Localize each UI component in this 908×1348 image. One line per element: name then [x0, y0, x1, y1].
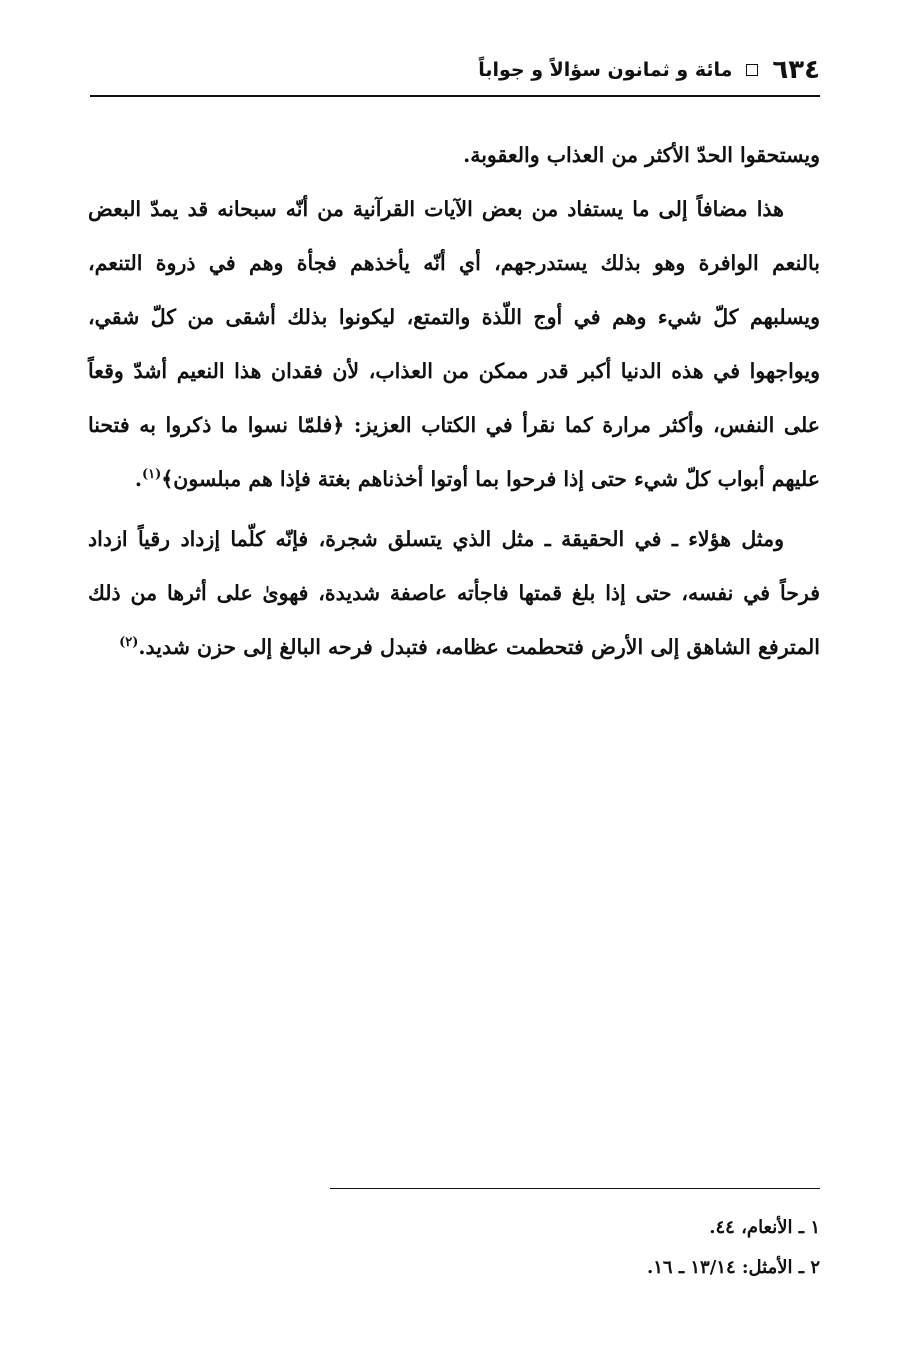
paragraph-2-text: هذا مضافاً إلى ما يستفاد من بعض الآيات القرآنية من أنّه سبحانه قد يمدّ البعض بالنعم الوافرة وهو بذلك يستدرجهم، أي أنّه يأخذهم فجأة وهم في ذروة التنعم، ويسلبهم كلّ شيء وهم في أوج اللّذة والتمتع، ليكونوا بذلك أشقى من كلّ شقي، ويواجهوا في هذه الدنيا أكبر قدر ممكن من العذاب، لأن فقدان هذا النعيم أشدّ وقعاً على النفس، وأكثر مرارة كما نقرأ في الكتاب العزيز: ﴿فلمّا نسوا ما ذكروا به فتحنا عليهم أبواب كلّ شيء حتى إذا فرحوا بما أوتوا أخذناهم بغتة فإذا هم مبلسون﴾: [88, 197, 820, 491]
footnote-ref-2: (٢): [119, 635, 139, 651]
page-number: ٦٣٤: [772, 55, 820, 85]
footnotes: [330, 1208, 820, 1288]
footnote-1: ١ ـ الأنعام، ٤٤.: [709, 1217, 820, 1238]
paragraph-1-text: ويستحقوا الحدّ الأكثر من العذاب والعقوبة.: [463, 143, 820, 167]
running-title: مائة و ثمانون سؤالاً و جواباً: [478, 59, 733, 81]
paragraph-3-text: ومثل هؤلاء ـ في الحقيقة ـ مثل الذي يتسلق شجرة، فإنّه كلّما إزداد رقياً ازداد فرحاً في نفسه، حتى إذا بلغ قمتها فاجأته عاصفة شديدة، فهوىٰ على أثرها من ذلك المترفع الشاهق إلى الأرض فتحطمت عظامه، فتبدل فرحه البالغ إلى حزن شديد.: [88, 527, 820, 659]
main-text: [88, 128, 820, 674]
footnote-divider: [330, 1188, 820, 1189]
paragraph-2-end: .: [134, 467, 142, 491]
page-header: [92, 48, 820, 92]
header-divider: [90, 95, 820, 97]
paragraph-1: [88, 128, 820, 182]
footnote-ref-1: (١): [142, 467, 162, 483]
footnote-2: ٢ ـ الأمثل: ١٣/١٤ ـ ١٦.: [646, 1257, 820, 1278]
paragraph-3: [88, 512, 820, 674]
square-icon: [746, 64, 758, 76]
paragraph-2: [88, 182, 820, 506]
